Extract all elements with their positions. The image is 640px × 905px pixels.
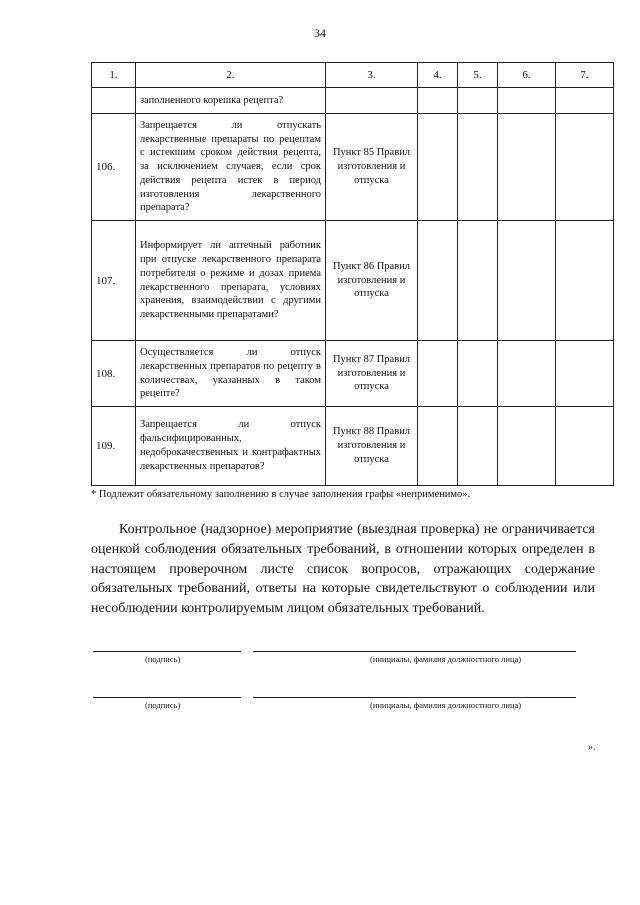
answer-cell <box>458 341 498 407</box>
row-number-cell <box>92 88 136 114</box>
answer-cell <box>458 221 498 341</box>
answer-cell <box>498 341 556 407</box>
name-label: (инициалы, фамилия должностного лица) <box>370 654 522 664</box>
page-number: 34 <box>314 26 326 40</box>
closing-quote: ». <box>588 742 596 753</box>
row-number: 106. <box>92 114 136 221</box>
signature-line <box>93 651 241 652</box>
header-cell: 1. <box>92 63 136 88</box>
header-cell: 2. <box>136 63 326 88</box>
signature-line <box>93 697 241 698</box>
answer-cell <box>418 407 458 486</box>
answer-cell <box>498 114 556 221</box>
empty-cell <box>458 88 498 114</box>
header-cell: 7. <box>556 63 614 88</box>
comment-cell <box>556 341 614 407</box>
answer-cell <box>458 114 498 221</box>
table-row <box>92 407 614 486</box>
table-row <box>92 221 614 341</box>
comment-cell <box>556 221 614 341</box>
question-text: Запрещается ли отпуск фальсифицированных, недоброкачественных и контрафактных лекарственных препаратов? <box>136 407 326 486</box>
table-row <box>92 341 614 407</box>
comment-cell <box>556 114 614 221</box>
signature-label: (подпись) <box>145 654 181 664</box>
answer-cell <box>418 221 458 341</box>
row-number: 109. <box>92 407 136 486</box>
answer-cell <box>458 407 498 486</box>
comment-cell <box>556 407 614 486</box>
empty-cell <box>418 88 458 114</box>
row-number: 107. <box>92 221 136 341</box>
answer-cell <box>498 407 556 486</box>
header-cell: 3. <box>326 63 418 88</box>
empty-cell <box>556 88 614 114</box>
legal-reference: Пункт 87 Правил изготовления и отпуска <box>326 341 418 407</box>
footnote: * Подлежит обязательному заполнению в случае заполнения графы «неприменимо». <box>91 489 471 500</box>
legal-reference: Пункт 86 Правил изготовления и отпуска <box>326 221 418 341</box>
name-line <box>253 697 576 698</box>
name-line <box>253 651 576 652</box>
closing-paragraph: Контрольное (надзорное) мероприятие (выездная проверка) не ограничивается оценкой соблюдения обязательных требований, в отношении которых определен в настоящем проверочном листе список вопросов, отражающих содержание обязательных требований, ответы на которые свидетельствуют о соблюдении или несоблюдении контролируемым лицом обязательных требований. <box>91 522 595 617</box>
answer-cell <box>418 341 458 407</box>
question-continuation: заполненного корешка рецепта? <box>136 88 326 114</box>
table-row <box>92 88 614 114</box>
signature-label: (подпись) <box>145 700 181 710</box>
empty-cell <box>498 88 556 114</box>
question-text: Информирует ли аптечный работник при отпуске лекарственного препарата потребителя о режиме и дозах приема лекарственного препарата, условиях хранения, взаимодействии с другими лекарственными препаратами? <box>136 221 326 341</box>
name-label: (инициалы, фамилия должностного лица) <box>370 700 522 710</box>
checklist-table <box>91 62 614 486</box>
table-row <box>92 114 614 221</box>
header-cell: 6. <box>498 63 556 88</box>
header-row <box>92 63 614 88</box>
legal-reference: Пункт 88 Правил изготовления и отпуска <box>326 407 418 486</box>
answer-cell <box>418 114 458 221</box>
question-text: Осуществляется ли отпуск лекарственных препаратов по рецепту в количествах, указанных в таком рецепте? <box>136 341 326 407</box>
answer-cell <box>498 221 556 341</box>
header-cell: 4. <box>418 63 458 88</box>
empty-cell <box>326 88 418 114</box>
header-cell: 5. <box>458 63 498 88</box>
row-number: 108. <box>92 341 136 407</box>
question-text: Запрещается ли отпускать лекарственные препараты по рецептам с истекшим сроком действия рецепта, за исключением случаев, если срок действия рецепта истек в период изготовления лекарственного препарата? <box>136 114 326 221</box>
legal-reference: Пункт 85 Правил изготовления и отпуска <box>326 114 418 221</box>
